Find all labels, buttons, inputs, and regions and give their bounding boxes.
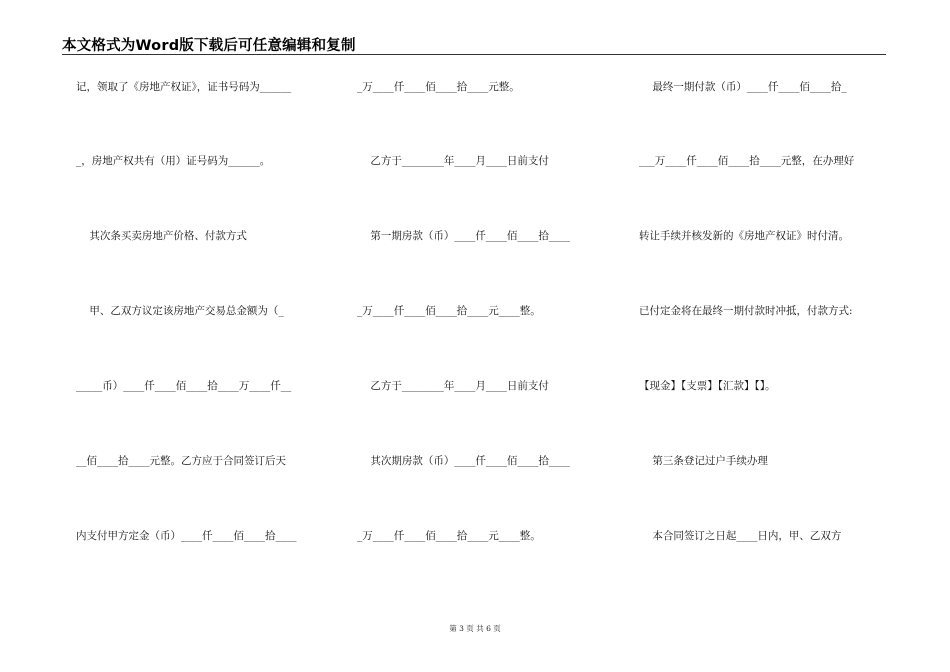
text-line: _万____仟____佰____拾____元____整。	[357, 305, 541, 317]
text-line: 转让手续并核发新的《房地产权证》时付清。	[639, 230, 849, 242]
header-divider	[62, 54, 886, 55]
text-line: 已付定金将在最终一期付款时冲抵，付款方式:	[639, 305, 853, 317]
text-line: _万____仟____佰____拾____元____整。	[357, 530, 541, 542]
text-line: ___万____仟____佰____拾____元整，在办理好	[639, 155, 855, 167]
text-line: 第一期房款（币）____仟____佰____拾____	[357, 230, 570, 242]
document-header-title: 本文格式为Word版下载后可任意编辑和复制	[62, 38, 356, 54]
text-line: _万____仟____佰____拾____元整。	[357, 81, 520, 93]
text-line: __佰____拾____元整。乙方应于合同签订后天	[76, 455, 286, 467]
text-line: 甲、乙双方议定该房地产交易总金额为（_	[76, 305, 284, 317]
text-line: 【现金】【支票】【汇款】【】。	[639, 380, 776, 392]
text-line: 第三条登记过户手续办理	[639, 455, 768, 467]
text-line: _____币）____仟____佰____拾____万____仟__	[76, 380, 292, 392]
text-line: 乙方于________年____月____日前支付	[357, 380, 549, 392]
text-line: 其次条买卖房地产价格、付款方式	[76, 230, 247, 242]
text-line: 乙方于________年____月____日前支付	[357, 155, 549, 167]
text-line: 本合同签订之日起____日内，甲、乙双方	[639, 530, 842, 542]
page-number-footer: 第 3 页 共 6 页	[449, 624, 501, 633]
text-line: 最终一期付款（币）____仟____佰____拾_	[639, 81, 847, 93]
text-line: 其次期房款（币）____仟____佰____拾____	[357, 455, 570, 467]
text-line: 内支付甲方定金（币）____仟____佰____拾____	[76, 530, 297, 542]
text-line: _，房地产权共有（用）证号码为______。	[76, 155, 271, 167]
text-line: 记，领取了《房地产权证》，证书号码为______	[76, 81, 292, 93]
